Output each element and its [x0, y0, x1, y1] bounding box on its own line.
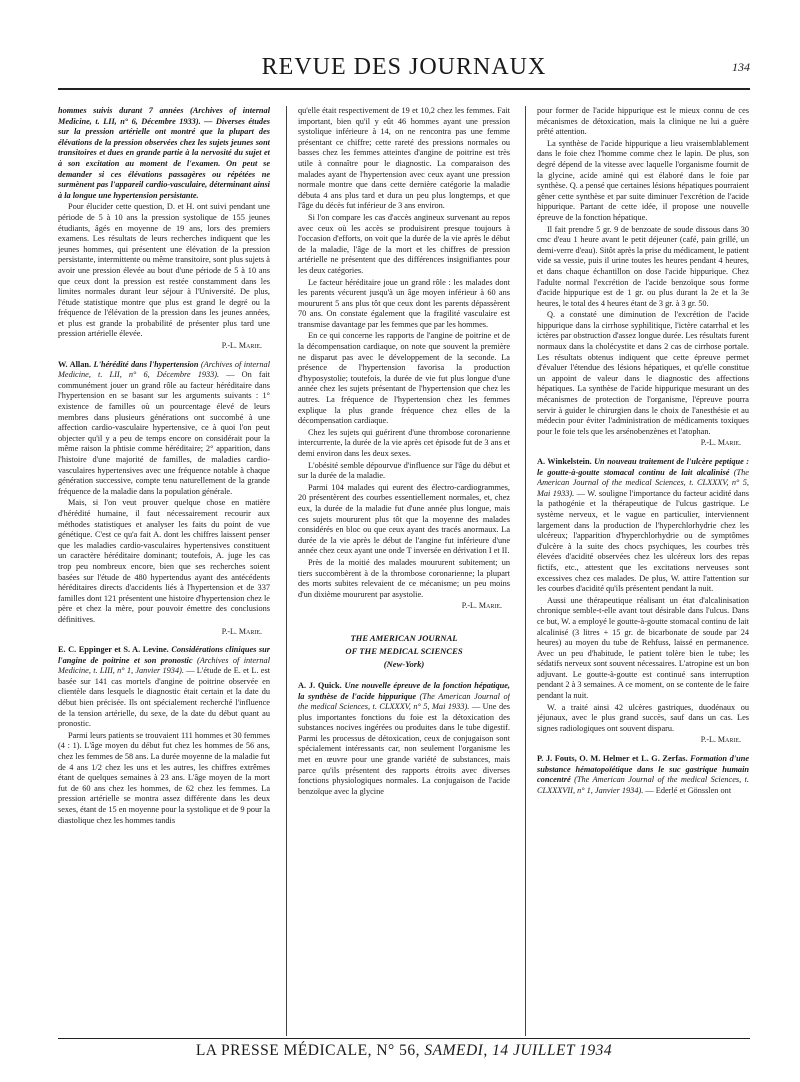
paragraph: L'obésité semble dépourvue d'influence sur l'âge du début et sur la durée de la maladie.: [298, 460, 510, 481]
article-author: E. C. Eppinger et S. A. Levine.: [58, 645, 169, 655]
column-1: [58, 106, 270, 1036]
article-author: A. Winkelstein.: [537, 457, 592, 466]
article-title: L'hérédité dans l'hypertension: [93, 359, 199, 369]
paragraph: Aussi une thérapeutique réalisant un état d'alcalinisation chronique semble-t-elle avant tout désirable dans l'ulcus. Dans ce but, W. a employé le goutte-à-goutte stomacal continu de lait alcalinisé (3 litres + 15 gr. de bicarbonate de soude par 24 heures) au moyen du tube de Rehfuss, laissé en permanence. Avec un peu d'habitude, le patient tolère bien le tube; les sédatifs nerveux sont souvent nécessaires. L'atropine est un bon adjuvant. Le goutte-à-goutte est continué sans interruption pendant 2 à 3 semaines. A ce moment, on se contente de le faire pendant la nuit.: [537, 595, 749, 701]
paragraph: La synthèse de l'acide hippurique a lieu vraisemblablement dans le foie chez l'homme comme chez le lapin. De plus, son degré dépend de la vitesse avec laquelle l'organisme fournit de la glycine, acide aminé qui est élaboré dans le foie par synthèse. Q. a pensé que certaines lésions hépatiques pourraient gêner cette synthèse et par suite diminuer l'excrétion de l'acide hippurique. Partant de cette idée, il propose une nouvelle épreuve de la fonction hépatique.: [537, 138, 749, 222]
footer-rule: [58, 1038, 750, 1039]
article-text: — On fait communément jouer un grand rôle au facteur héréditaire dans l'hypertension en se basant sur les arguments suivants : 1° existence de familles où un pourcentage élevé de leurs membres dans plusieurs générations ont succombé à une affection cardio-vasculaire hypertensive, ce à quoi l'on peut objecter qu'il y a peu de temps encore on considérait pour la même raison la phtisie comme héréditaire; 2° apparition, dans l'histoire d'une majorité de familles, de maladies cardio-vasculaires hypertensives avec une fréquence notable à chaque génération successive, compte tenu naturellement de la grande fréquence de la maladie dans la population générale.: [58, 370, 270, 496]
paragraph: Parmi leurs patients se trouvaient 111 hommes et 30 femmes (4 : 1). L'âge moyen du début fut chez les hommes de 56 ans, chez les femmes de 58 ans. La durée moyenne de la maladie fut de 4 ans 1/2 chez les uns et les autres, les chiffres extrêmes étant de quelques semaines à 23 ans. L'âge moyen de la mort fut de 60 ans chez les hommes, de 62 chez les femmes. La pression artérielle se montra assez différente dans les deux sexes, étant de 15 en moyenne pour la systolique et de 9 pour la diastolique chez les hommes tandis: [58, 730, 270, 825]
paragraph: En ce qui concerne les rapports de l'angine de poitrine et de la décompensation cardiaque, on note que souvent la première ne disparut pas avec le développement de la seconde. La présence de l'hypertension favorisa la production d'hyposystolie; toutefois, la durée de vie fut plus longue d'une année chez les sujets présentant de l'hypertension que chez les autres. La fréquence de l'hypertension chez les femmes explique la plus grande fréquence chez elles de la décompensation cardiaque.: [298, 331, 510, 426]
paragraph: hommes suivis durant 7 années (Archives of internal Medicine, t. LII, n° 6, Décembre 1933). — Diverses études sur la pression artérielle ont montré que la plupart des élévations de la pression observées chez les sujets jeunes sont transitoires et dues en grande partie à la nervosité du sujet et à son excitation au moment de l'examen. On peut se demander si ces élévations passagères ou répétées ne surmènent pas l'appareil cardio-vasculaire, déterminant ainsi à la longue une hypertension persistante.: [58, 106, 270, 200]
paragraph: Parmi 104 malades qui eurent des électro-cardiogrammes, 20 présentèrent des courbes essentiellement normales, et, chez eux, la durée de la maladie fut d'une année plus longue, mais ces sujets moururent plus tôt que la moyenne des malades considérés en bloc ou que ceux ayant des tracés anormaux. La durée de la vie après le début de l'angine fut inférieure d'une année chez ceux ayant une onde T inversée en dérivation I et II.: [298, 482, 510, 556]
article-heading: [537, 754, 749, 796]
column-2: [298, 106, 510, 1036]
article-reference: (The American Journal of the medical Sciences, t. CLXXXVII, n° 1, Janvier 1934).: [537, 775, 749, 795]
paragraph: Q. a constaté une diminution de l'excrétion de l'acide hippurique dans la cirrhose syphilitique, l'ictère catarrhal et les ictères par obstruction d'assez longue durée. Les résultats furent normaux dans la cholécystite et dans 2 cas de cirrhose portale. Les résultats obtenus indiquent que cette épreuve permet d'évaluer l'étendue des lésions hépatiques, et qu'elle constitue un appoint de valeur dans le diagnostic des affections hépatiques. La synthèse de l'acide hippurique mesurant un des mécanismes de protection de l'organisme, l'épreuve pourra servir à guider le chirurgien dans le choix de l'anesthésie et au médecin pour éviter l'administration de médicaments toxiques pour le foie tels que les arsénobenzènes et l'atophan.: [537, 310, 749, 436]
paragraph: Pour élucider cette question, D. et H. ont suivi pendant une période de 5 à 10 ans la pression systolique de 155 jeunes étudiants, âgés en moyenne de 19 ans, lors des premiers examens. Les résultats de leurs recherches indiquent que les jeunes hommes, qui présentent une élévation de la pression persistante, intermittente ou même transitoire, sont plus sujets à avoir une pression élevée au bout d'une période de 5 à 10 ans que ceux dont la pression est restée constamment dans les limites normales durant leur séjour à l'Université. De plus, l'étude statistique montre que plus est grand le degré ou la fréquence de l'élévation de la pression dans les jeunes années, et plus est grande la probabilité de présenter plus tard une pression artérielle élevée.: [58, 202, 270, 339]
article-reference: (The American Journal of the medical Sciences, t. CLXXXV, n° 5, Mai 1933).: [298, 691, 510, 712]
article-heading: [298, 681, 510, 798]
paragraph: Il fait prendre 5 gr. 9 de benzoate de soude dissous dans 30 cmc d'eau 1 heure avant le petit déjeuner (café, pain grillé, un demi-verre d'eau). Sitôt après la prise du médicament, le patient vide sa vessie, puis il urine toutes les heures pendant 4 heures, et dans chaque échantillon on dose l'acide hippurique. Chez l'adulte normal l'excrétion de l'acide benzoïque sous forme d'acide hippurique est de 1 gr. ou plus durant la 2e et la 3e heures, le total des 4 heures étant de 3 gr. à 3 gr. 50.: [537, 224, 749, 308]
signature: P.-L. Marie.: [461, 601, 502, 611]
article-heading: [537, 457, 749, 595]
footer-journal: LA PRESSE MÉDICALE, N° 56,: [195, 1042, 421, 1059]
journal-name-line: THE AMERICAN JOURNAL: [350, 632, 458, 643]
article-text: — L'étude de E. et L. est basée sur 141 cas mortels d'angine de poitrine observée en clientèle dans lesquels le diagnostic était certain et la date du début bien précisée. Ils ont spécialement recherché l'influence de la tension artérielle, du sexe, de la date du début quant au pronostic.: [58, 666, 270, 729]
article-title: Une nouvelle épreuve de la fonction hépatique, la synthèse de l'acide hippurique: [298, 680, 510, 701]
page-header: [58, 54, 750, 84]
page-footer: [58, 1042, 750, 1064]
article-title: Formation d'une substance hématopoïétique dans le suc gastrique humain concentré: [537, 754, 749, 785]
paragraph: W. a traité ainsi 42 ulcères gastriques, duodénaux ou jéjunaux, avec le plus grand succès, sauf dans un cas. Les signes radiologiques ont souvent disparu.: [537, 702, 749, 733]
article-reference: (Archives of internal Medicine, t. LIII, n° 1, Janvier 1934).: [58, 655, 270, 676]
article-heading: [58, 360, 270, 498]
article-text: — Ederlé et Gönsslen ont: [645, 785, 732, 795]
paragraph: Chez les sujets qui guérirent d'une thrombose coronarienne intercurrente, la durée de la vie après cet épisode fut de 3 ans et demi environ dans les deux sexes.: [298, 427, 510, 458]
header-rule: [58, 88, 750, 90]
article-heading: [58, 645, 270, 730]
journal-city: (New-York): [383, 658, 425, 669]
page-number: 134: [732, 60, 750, 74]
column-separator: [525, 106, 526, 1036]
paragraph: Si l'on compare les cas d'accès angineux survenant au repos avec ceux où les accès se produisirent presque toujours à l'occasion d'efforts, on voit que la durée de la vie après le début de la maladie, l'âge de la mort et les chiffres de pression artérielle ne présentent que des différences insignifiantes pour les deux catégories.: [298, 212, 510, 275]
paragraph: Près de la moitié des malades moururent subitement; un tiers succombèrent à de la thrombose coronarienne; la plupart des morts subites relevaient de ce mécanisme; un peu moins d'un dixième moururent par asystolie.: [298, 557, 510, 599]
column-separator: [286, 106, 287, 1036]
paragraph: pour former de l'acide hippurique est le mieux connu de ces mécanismes de détoxication, mais la clinique ne lui a guère prêté attention.: [537, 106, 749, 137]
article-title: Un nouveau traitement de l'ulcère peptique : le goutte-à-goutte stomacal continu de lait alcalinisé: [537, 457, 749, 477]
article-text: — Une des plus importantes fonctions du foie est la détoxication des substances nocives ingérées ou produites dans le tube digestif. Parmi les processus de détoxication, ceux de conjugaison sont spécialement intéressants car, non seulement l'organisme les met en œuvre pour une grande variété de substances, mais parce qu'ils présentent des rapports étroits avec diverses fonctions physiologiques normales. La conjugaison de l'acide benzoïque avec la glycine: [298, 702, 510, 796]
article-title: Considérations cliniques sur l'angine de poitrine et son pronostic: [58, 645, 270, 665]
running-title: REVUE DES JOURNAUX: [261, 54, 547, 80]
footer-date: SAMEDI, 14 JUILLET 1934: [424, 1042, 613, 1059]
article-text: — W. souligne l'importance du facteur acidité dans la pathogénie et la thérapeutique de l'ulcus gastrique. Le système nerveux, et le vague en particulier, interviennent largement dans la production de l'hyperchlorhydrie chez les ulcéreux; l'apparition d'hyperchlorhydrie ou de symptômes d'ulcère à la suite des chocs psychiques, les courbes très élevées d'acidité observées chez les ulcéreux lors des repas fictifs, etc., attestent que les excitations nerveuses sont excessives chez ces malades. De plus, W. attire l'attention sur les courbes d'acidité qu'ils présentent pendant la nuit.: [537, 488, 749, 594]
article-reference: (Archives of internal Medicine, t. LII, n° 6, Décembre 1933).: [58, 359, 270, 380]
signature: P.-L. Marie.: [700, 438, 741, 448]
signature: P.-L. Marie.: [221, 626, 262, 636]
article-author: P. J. Fouts, O. M. Helmer et L. G. Zerfas.: [537, 754, 688, 764]
signature: P.-L. Marie.: [700, 735, 741, 745]
article-author: W. Allan.: [58, 359, 92, 369]
signature: P.-L. Marie.: [221, 341, 262, 351]
paragraph: Le facteur héréditaire joue un grand rôle : les malades dont les parents vécurent jusqu'à un âge moyen inférieur à 60 ans moururent 5 ans plus tôt que ceux dont les parents dépassèrent 70 ans. On constate également que la fragilité vasculaire est transmise davantage par les femmes que par les hommes.: [298, 277, 510, 329]
journal-name-line: OF THE MEDICAL SCIENCES: [345, 645, 463, 656]
paragraph: Mais, si l'on veut prouver quelque chose en matière d'hérédité humaine, il faut nécessairement recourir aux méthodes statistiques et analyser les faits du point de vue génétique. C'est ce qu'a fait A. dont les chiffres laissent penser que les maladies cardio-vasculaires hypertensives constituent un caractère héréditaire dominant; toutefois, A. juge les cas trop peu nombreux encore, bien que ses recherches soient basées sur l'étude de 480 hypertendus ayant des antécédents héréditaires directs d'accidents liés à l'hypertension et de 337 familles dont 121 présentent une histoire d'hypertension chez le père et chez la mère, pour pouvoir émettre des conclusions définitives.: [58, 498, 270, 624]
article-reference: (The American Journal of the medical Sciences, t. CLXXXV, n° 5, Mai 1933).: [537, 467, 749, 498]
column-3: [537, 106, 749, 1036]
article-author: A. J. Quick.: [298, 680, 342, 690]
journal-section-heading: [298, 632, 510, 671]
paragraph: qu'elle était respectivement de 19 et 10,2 chez les femmes. Fait important, bien qu'il y eût 46 hommes ayant une pression systolique inférieure à 14, on ne rencontra pas une femme présentant ce chiffre; cette rareté des pressions normales ou basses chez les femmes atteintes d'angine de poitrine est très utile à connaître pour le diagnostic. La comparaison des malades ayant de l'hypertension avec ceux ayant une pression normale montre que dans cette dernière catégorie la maladie débuta 4 ans plus tard et dura un peu plus longtemps, et que l'âge du décès fut inférieur de 3 ans environ.: [298, 106, 510, 211]
